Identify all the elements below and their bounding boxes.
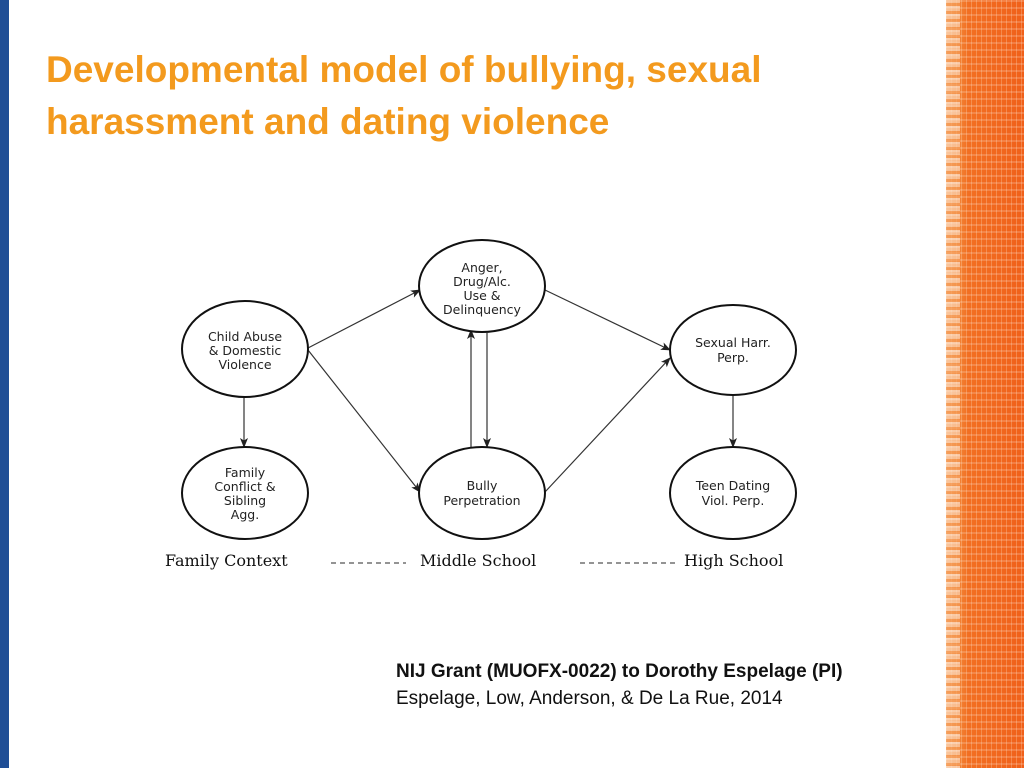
node-sexual-harr	[670, 305, 796, 395]
title-line-2: harassment and dating violence	[46, 101, 610, 142]
stage-label-middle-school: Middle School	[420, 551, 537, 570]
citation-block	[396, 658, 936, 712]
node-teen-dating-line-2: Viol. Perp.	[701, 493, 765, 508]
node-anger-line-3: Use &	[463, 288, 501, 303]
node-anger-line-4: Delinquency	[443, 302, 521, 317]
citation-authors: Espelage, Low, Anderson, & De La Rue, 2014	[396, 688, 783, 709]
edge-child-abuse-to-anger	[308, 290, 420, 348]
node-family-conflict-line-1: Family	[224, 465, 266, 480]
edge-child-abuse-to-bully	[308, 350, 420, 492]
node-family-conflict-line-4: Agg.	[230, 507, 260, 522]
edge-bully-to-sexual-harr	[545, 358, 670, 492]
node-family-conflict	[182, 447, 308, 539]
node-child-abuse-line-3: Violence	[218, 357, 272, 372]
node-child-abuse	[182, 301, 308, 397]
node-family-conflict-line-3: Sibling	[223, 493, 267, 508]
stage-label-family-context: Family Context	[165, 551, 288, 570]
node-anger	[419, 240, 545, 332]
node-sexual-harr-line-2: Perp.	[717, 350, 749, 365]
node-child-abuse-line-2: & Domestic	[208, 343, 282, 358]
node-child-abuse-line-1: Child Abuse	[207, 329, 283, 344]
node-bully-line-2: Perpetration	[443, 493, 521, 508]
node-teen-dating-line-1: Teen Dating	[695, 478, 771, 493]
edge-anger-to-sexual-harr	[545, 290, 670, 350]
title-line-1: Developmental model of bullying, sexual	[46, 49, 762, 90]
node-bully-perpetration	[419, 447, 545, 539]
citation-grant: NIJ Grant (MUOFX-0022) to Dorothy Espelage (PI)	[396, 661, 843, 682]
stage-label-high-school: High School	[684, 551, 784, 570]
node-anger-line-1: Anger,	[461, 260, 503, 275]
node-family-conflict-line-2: Conflict &	[214, 479, 276, 494]
node-sexual-harr-line-1: Sexual Harr.	[695, 335, 771, 350]
node-teen-dating	[670, 447, 796, 539]
node-anger-line-2: Drug/Alc.	[453, 274, 511, 289]
node-bully-line-1: Bully	[466, 478, 498, 493]
